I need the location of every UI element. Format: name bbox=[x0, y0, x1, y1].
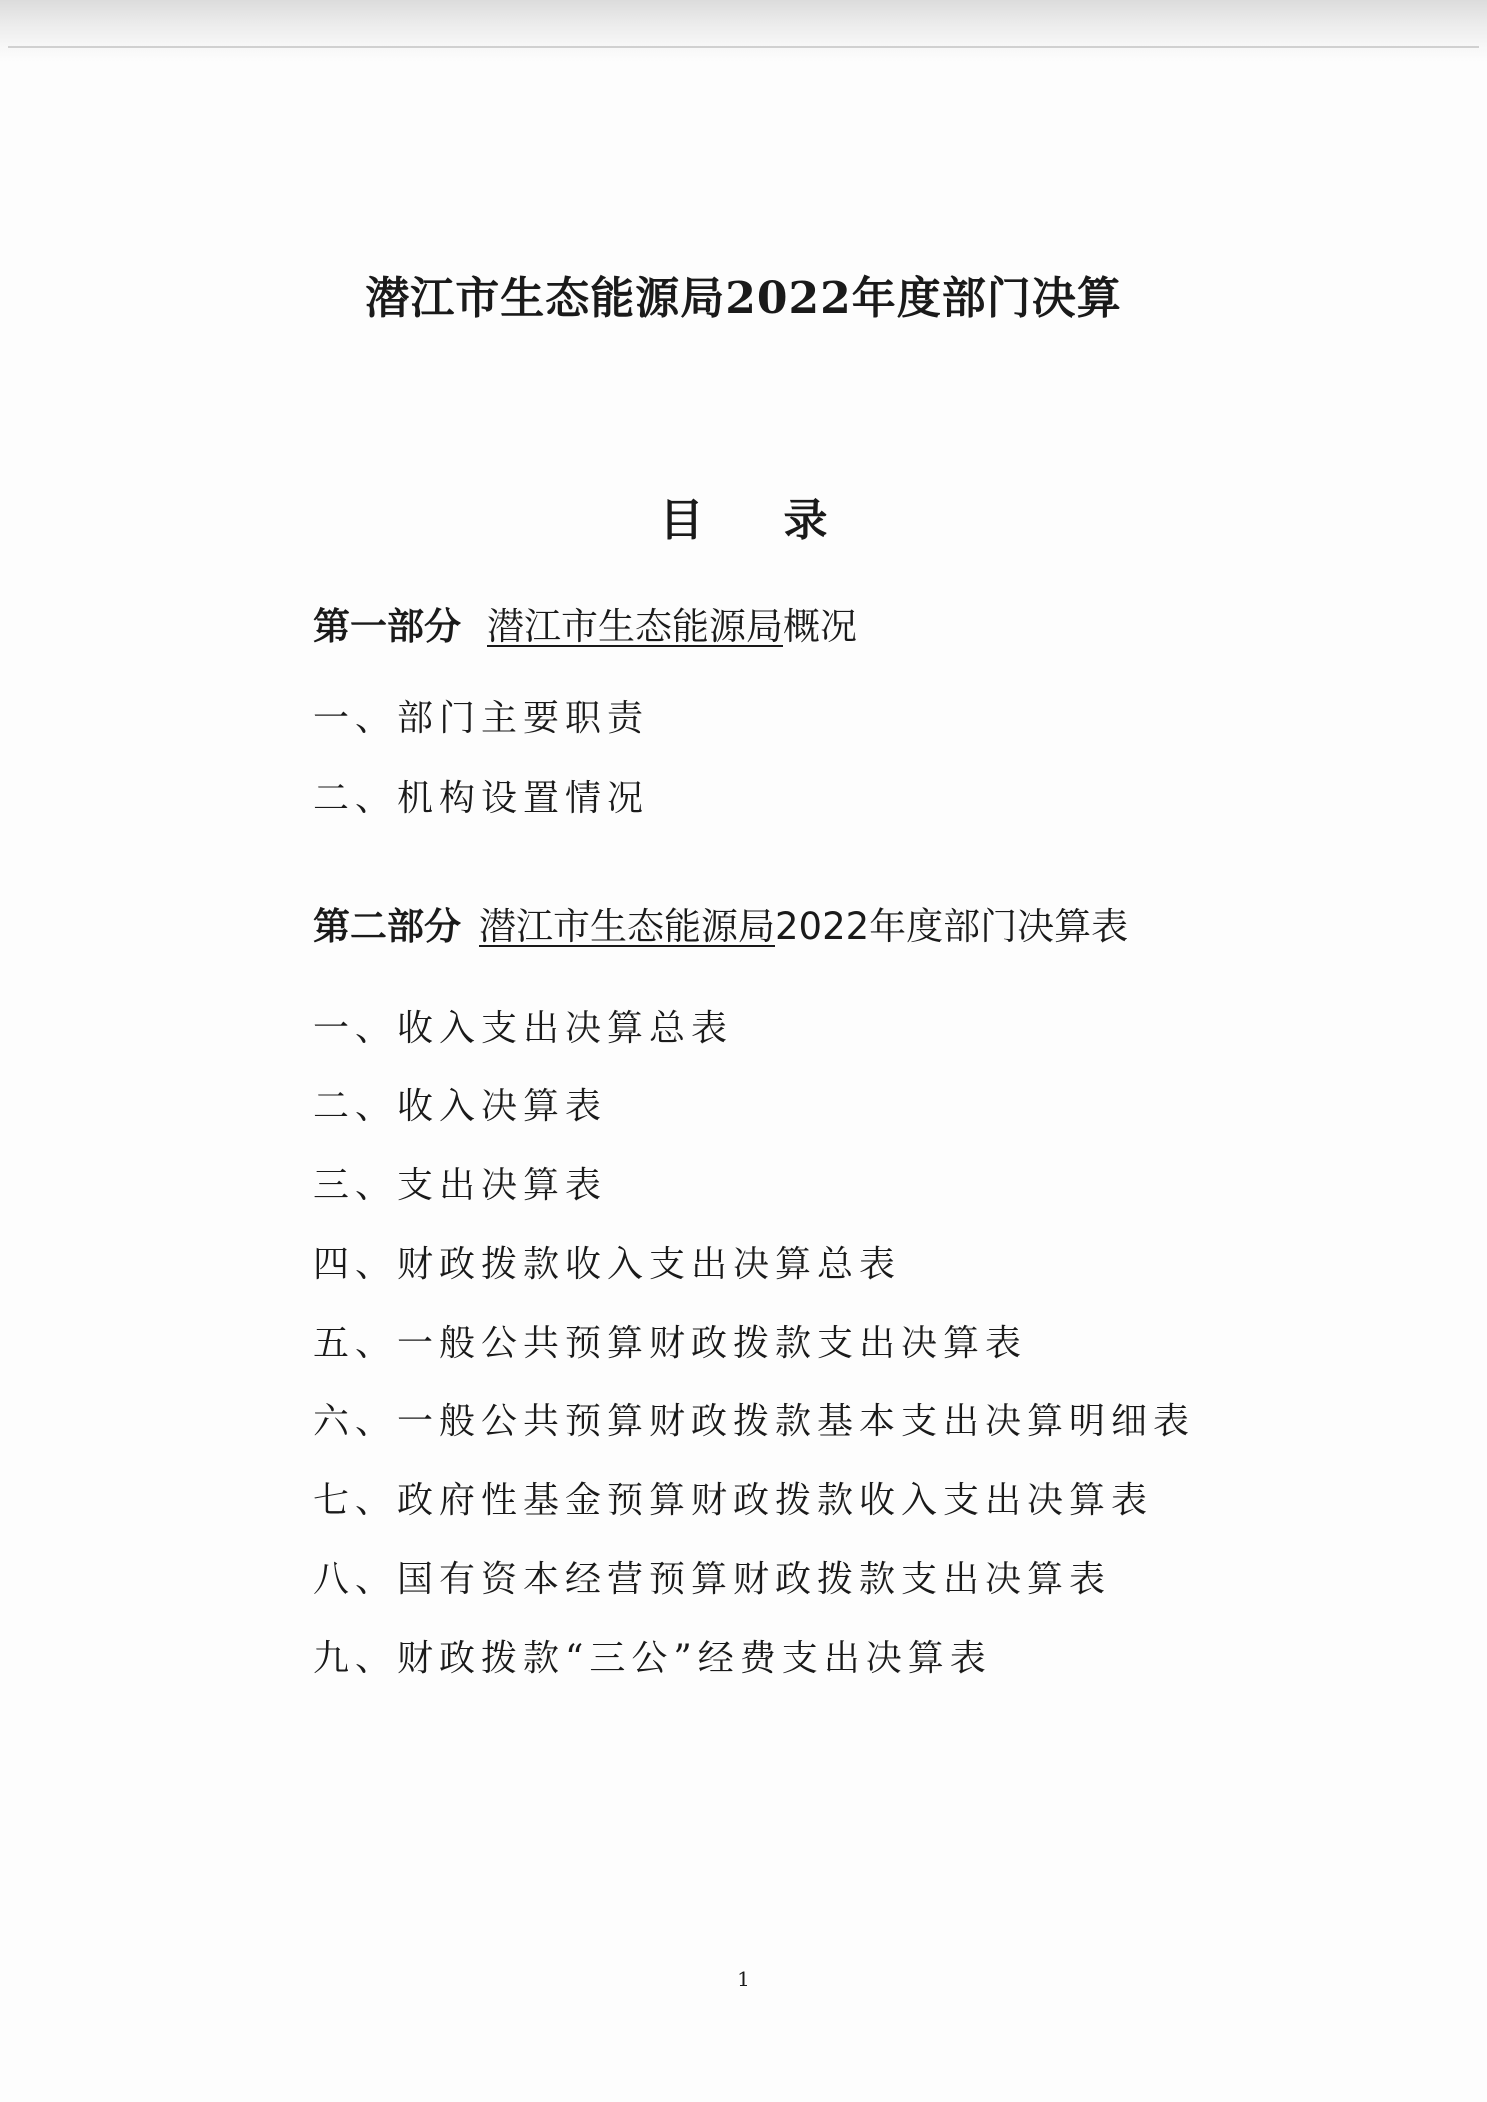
toc-item: 二、机构设置情况 bbox=[313, 778, 650, 819]
part2-unit: 潜江市生态能源局 bbox=[479, 905, 775, 948]
toc-item: 七、政府性基金预算财政拨款收入支出决算表 bbox=[313, 1480, 1154, 1521]
toc-item: 一、部门主要职责 bbox=[313, 698, 650, 739]
toc-item: 三、支出决算表 bbox=[313, 1165, 608, 1206]
toc-item: 九、财政拨款“三公”经费支出决算表 bbox=[313, 1638, 992, 1679]
part1-heading bbox=[313, 596, 857, 650]
toc-item: 二、收入决算表 bbox=[313, 1086, 608, 1127]
toc-item: 八、国有资本经营预算财政拨款支出决算表 bbox=[313, 1559, 1112, 1600]
scan-edge-line bbox=[8, 46, 1479, 48]
document-title: 潜江市生态能源局2022年度部门决算 bbox=[365, 273, 1122, 324]
scan-shadow bbox=[0, 0, 1487, 62]
page-number: 1 bbox=[737, 1967, 750, 1991]
part1-suffix: 概况 bbox=[783, 605, 857, 648]
part2-label: 第二部分 bbox=[313, 905, 461, 948]
part2-heading bbox=[313, 896, 1128, 950]
toc-item: 四、财政拨款收入支出决算总表 bbox=[313, 1244, 902, 1285]
toc-heading: 目录 bbox=[659, 495, 908, 546]
toc-item: 六、一般公共预算财政拨款基本支出决算明细表 bbox=[313, 1401, 1196, 1442]
toc-item: 五、一般公共预算财政拨款支出决算表 bbox=[313, 1323, 1028, 1364]
part2-suffix: 2022年度部门决算表 bbox=[775, 905, 1129, 948]
part1-label: 第一部分 bbox=[313, 605, 461, 648]
part1-unit: 潜江市生态能源局 bbox=[487, 605, 783, 648]
toc-item: 一、收入支出决算总表 bbox=[313, 1008, 734, 1049]
